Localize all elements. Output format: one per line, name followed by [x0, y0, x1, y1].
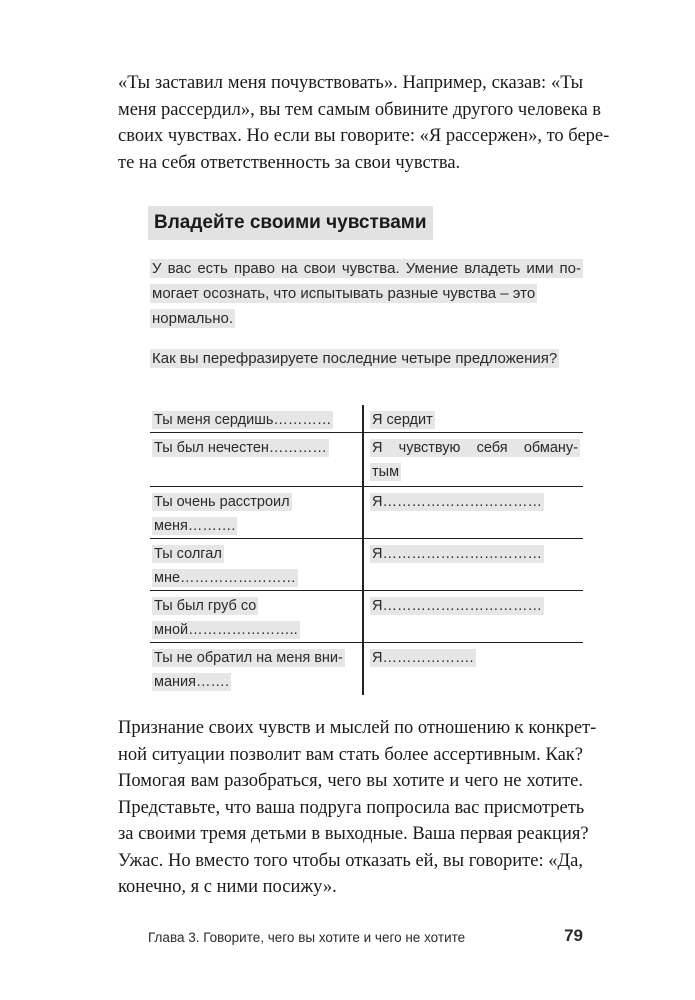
table-cell-you-statement: Ты солгал мне……………………: [154, 546, 297, 586]
table-cell-you-statement: Ты не обратил на меня вни- мания…….: [154, 650, 343, 690]
table-row: [150, 539, 583, 591]
body-paragraph-bottom: [118, 715, 597, 901]
text-line: своих чувствах. Но если вы говорите: «Я рассержен», то бере-: [118, 126, 610, 146]
text-line: У вас есть право на свои чувства. Умение владеть ими по-: [152, 260, 581, 277]
table-cell-you-statement: Ты очень расстроил меня……….: [154, 494, 290, 534]
text-line: за своими тремя детьми в выходные. Ваша первая реакция?: [118, 824, 589, 844]
table-cell-i-statement: Я……………………………: [372, 598, 542, 614]
table-cell-you-statement: Ты меня сердишь…………: [154, 412, 332, 428]
page-number: 79: [564, 926, 583, 945]
running-footer-chapter: Глава 3. Говорите, чего вы хотите и чего не хотите: [148, 930, 466, 945]
table-cell-i-statement: Я……………………………: [372, 546, 542, 562]
text-line: те на себя ответственность за свои чувства.: [118, 152, 461, 173]
table-cell-i-statement: Я……………………………: [372, 494, 542, 510]
text-line: могает осознать, что испытывать разные чувства – это: [152, 285, 536, 302]
text-line: Признание своих чувств и мыслей по отношению к конкрет-: [118, 718, 597, 738]
exercise-heading: Владейте своими чувствами: [148, 206, 433, 240]
exercise-text: [150, 256, 583, 331]
table-cell-you-statement: Ты был нечестен…………: [154, 440, 327, 456]
table-row: [150, 405, 583, 433]
text-line: Ужас. Но вместо того чтобы отказать ей, вы говорите: «Да,: [118, 850, 583, 871]
text-line: ной ситуации позволит вам стать более ассертивным. Как?: [118, 744, 583, 765]
text-line: Представьте, что ваша подруга попросила вас присмотреть: [118, 797, 585, 818]
table-cell-you-statement: Ты был груб со мной…………………..: [154, 598, 298, 638]
table-cell-i-statement: Я сердит: [372, 412, 433, 428]
table-row: [150, 591, 583, 643]
table-row: [150, 643, 583, 695]
table-cell-i-statement: Я……………….: [372, 650, 474, 666]
body-paragraph-top: [118, 70, 610, 176]
text-line: меня рассердил», вы тем самым обвините другого человека в: [118, 99, 602, 120]
table-cell-i-statement: Я чувствую себя обману- тым: [372, 440, 578, 480]
text-line: Как вы перефразируете последние четыре предложения?: [152, 350, 558, 367]
exercise-question: [150, 346, 583, 371]
text-line: нормально.: [152, 310, 233, 327]
text-line: конечно, я с ними посижу».: [118, 877, 337, 897]
text-line: «Ты заставил меня почувствовать». Например, сказав: «Ты: [118, 73, 583, 93]
table-row: [150, 487, 583, 539]
text-line: Помогая вам разобраться, чего вы хотите и чего не хотите.: [118, 771, 583, 791]
table-row: [150, 433, 583, 487]
